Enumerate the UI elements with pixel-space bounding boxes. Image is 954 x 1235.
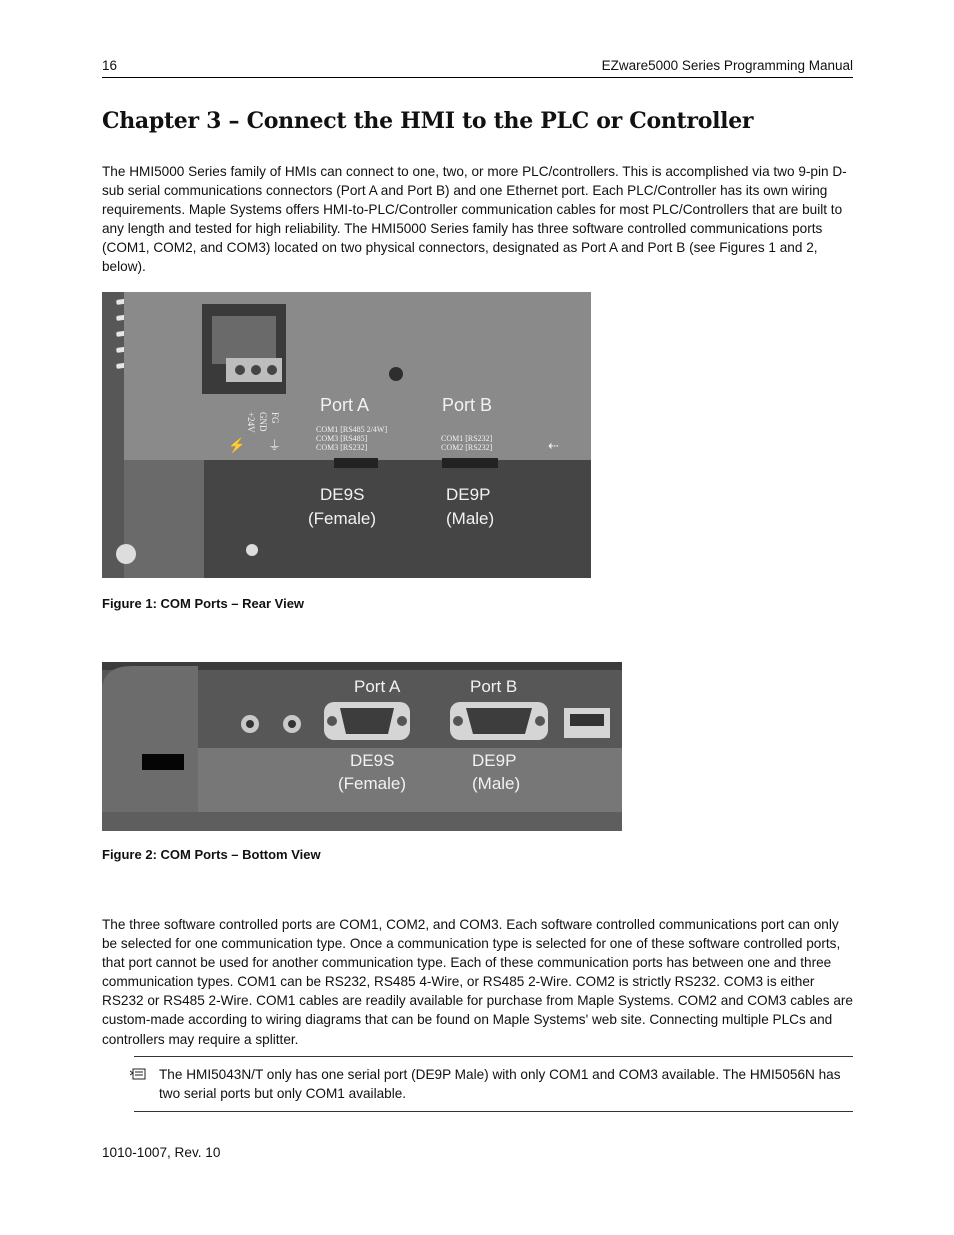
fig2-female-label: (Female): [338, 774, 407, 793]
fig2-port-b-label: Port B: [470, 677, 518, 696]
fig2-de9s-label: DE9S: [350, 751, 395, 770]
note-text: The HMI5043N/T only has one serial port (DE9P Male) with only COM1 and COM3 available. The HMI5056N has two serial ports but only COM1 available.: [159, 1067, 841, 1101]
intro-paragraph: The HMI5000 Series family of HMIs can connect to one, two, or more PLC/controllers. This is accomplished via two 9-pin D-sub serial communications connectors (Port A and Port B) and one Ethernet port. Each PLC/Controller has its own wiring requirements. Maple Systems offers HMI-to-PLC/Controller communication cables for most PLC/Controllers that are built to any length and tested for high reliability. The HMI5000 Series family has three software controlled communications ports (COM1, COM2, and COM3) located on two physical connectors, designated as Port A and Port B (see Figures 1 and 2, below).: [102, 164, 847, 275]
manual-title: EZware5000 Series Programming Manual: [601, 58, 853, 73]
label-fg: FG: [270, 412, 280, 424]
fig1-port-b-label: Port B: [442, 395, 493, 415]
figure-2-illustration: [102, 662, 622, 831]
label-gnd: GND: [258, 412, 268, 432]
page-footer: 1010-1007, Rev. 10: [102, 1145, 221, 1160]
fig2-male-label: (Male): [472, 774, 521, 793]
page-header: [102, 57, 853, 78]
label-24v: +24V: [246, 412, 256, 433]
fig1-female-label: (Female): [308, 509, 377, 528]
fig2-de9p-label: DE9P: [472, 751, 517, 770]
figure-1-illustration: [102, 292, 591, 578]
figure-1-caption: Figure 1: COM Ports – Rear View: [102, 596, 305, 611]
fig1-de9s-label: DE9S: [320, 485, 365, 504]
ground-icon: ⏚: [268, 438, 282, 453]
note-icon: [130, 1067, 148, 1081]
page-number: 16: [102, 58, 118, 73]
fig1-port-a-com3-rs232: COM3 [RS232]: [316, 443, 368, 452]
body-paragraph: The three software controlled ports are COM1, COM2, and COM3. Each software controlled communications port can only be selected for one communication type. Once a communication type is selected for one of these software controlled ports, that port cannot be used for another communication type. Each of these communication ports has between one and three communication types. COM1 can be RS232, RS485 4-Wire, or RS485 2-Wire. COM2 is strictly RS232. COM3 is either RS232 or RS485 2-Wire. COM1 cables are readily available for purchase from Maple Systems. COM2 and COM3 cables are custom-made according to wiring diagrams that can be found on Maple Systems' web site. Connecting multiple PLCs and controllers may require a splitter.: [102, 917, 853, 1047]
figure-2-bottom-view: [102, 662, 622, 831]
fig2-port-a-label: Port A: [354, 677, 401, 696]
fig1-port-a-com3: COM3 [RS485]: [316, 434, 368, 443]
fig1-port-b-com1: COM1 [RS232]: [441, 434, 493, 443]
fig1-port-a-com1: COM1 [RS485 2/4W]: [316, 425, 388, 434]
fig1-port-a-label: Port A: [320, 395, 370, 415]
note-box: [134, 1056, 853, 1112]
figure-2-caption: Figure 2: COM Ports – Bottom View: [102, 847, 321, 862]
chapter-title: Chapter 3 – Connect the HMI to the PLC or Controller: [102, 108, 754, 134]
plug-icon: ⚡: [228, 437, 246, 453]
fig1-de9p-label: DE9P: [446, 485, 491, 504]
fig1-port-b-com2: COM2 [RS232]: [441, 443, 493, 452]
figure-1-rear-view: [102, 292, 591, 578]
usb-icon: ⇠: [548, 438, 559, 453]
fig1-male-label: (Male): [446, 509, 495, 528]
